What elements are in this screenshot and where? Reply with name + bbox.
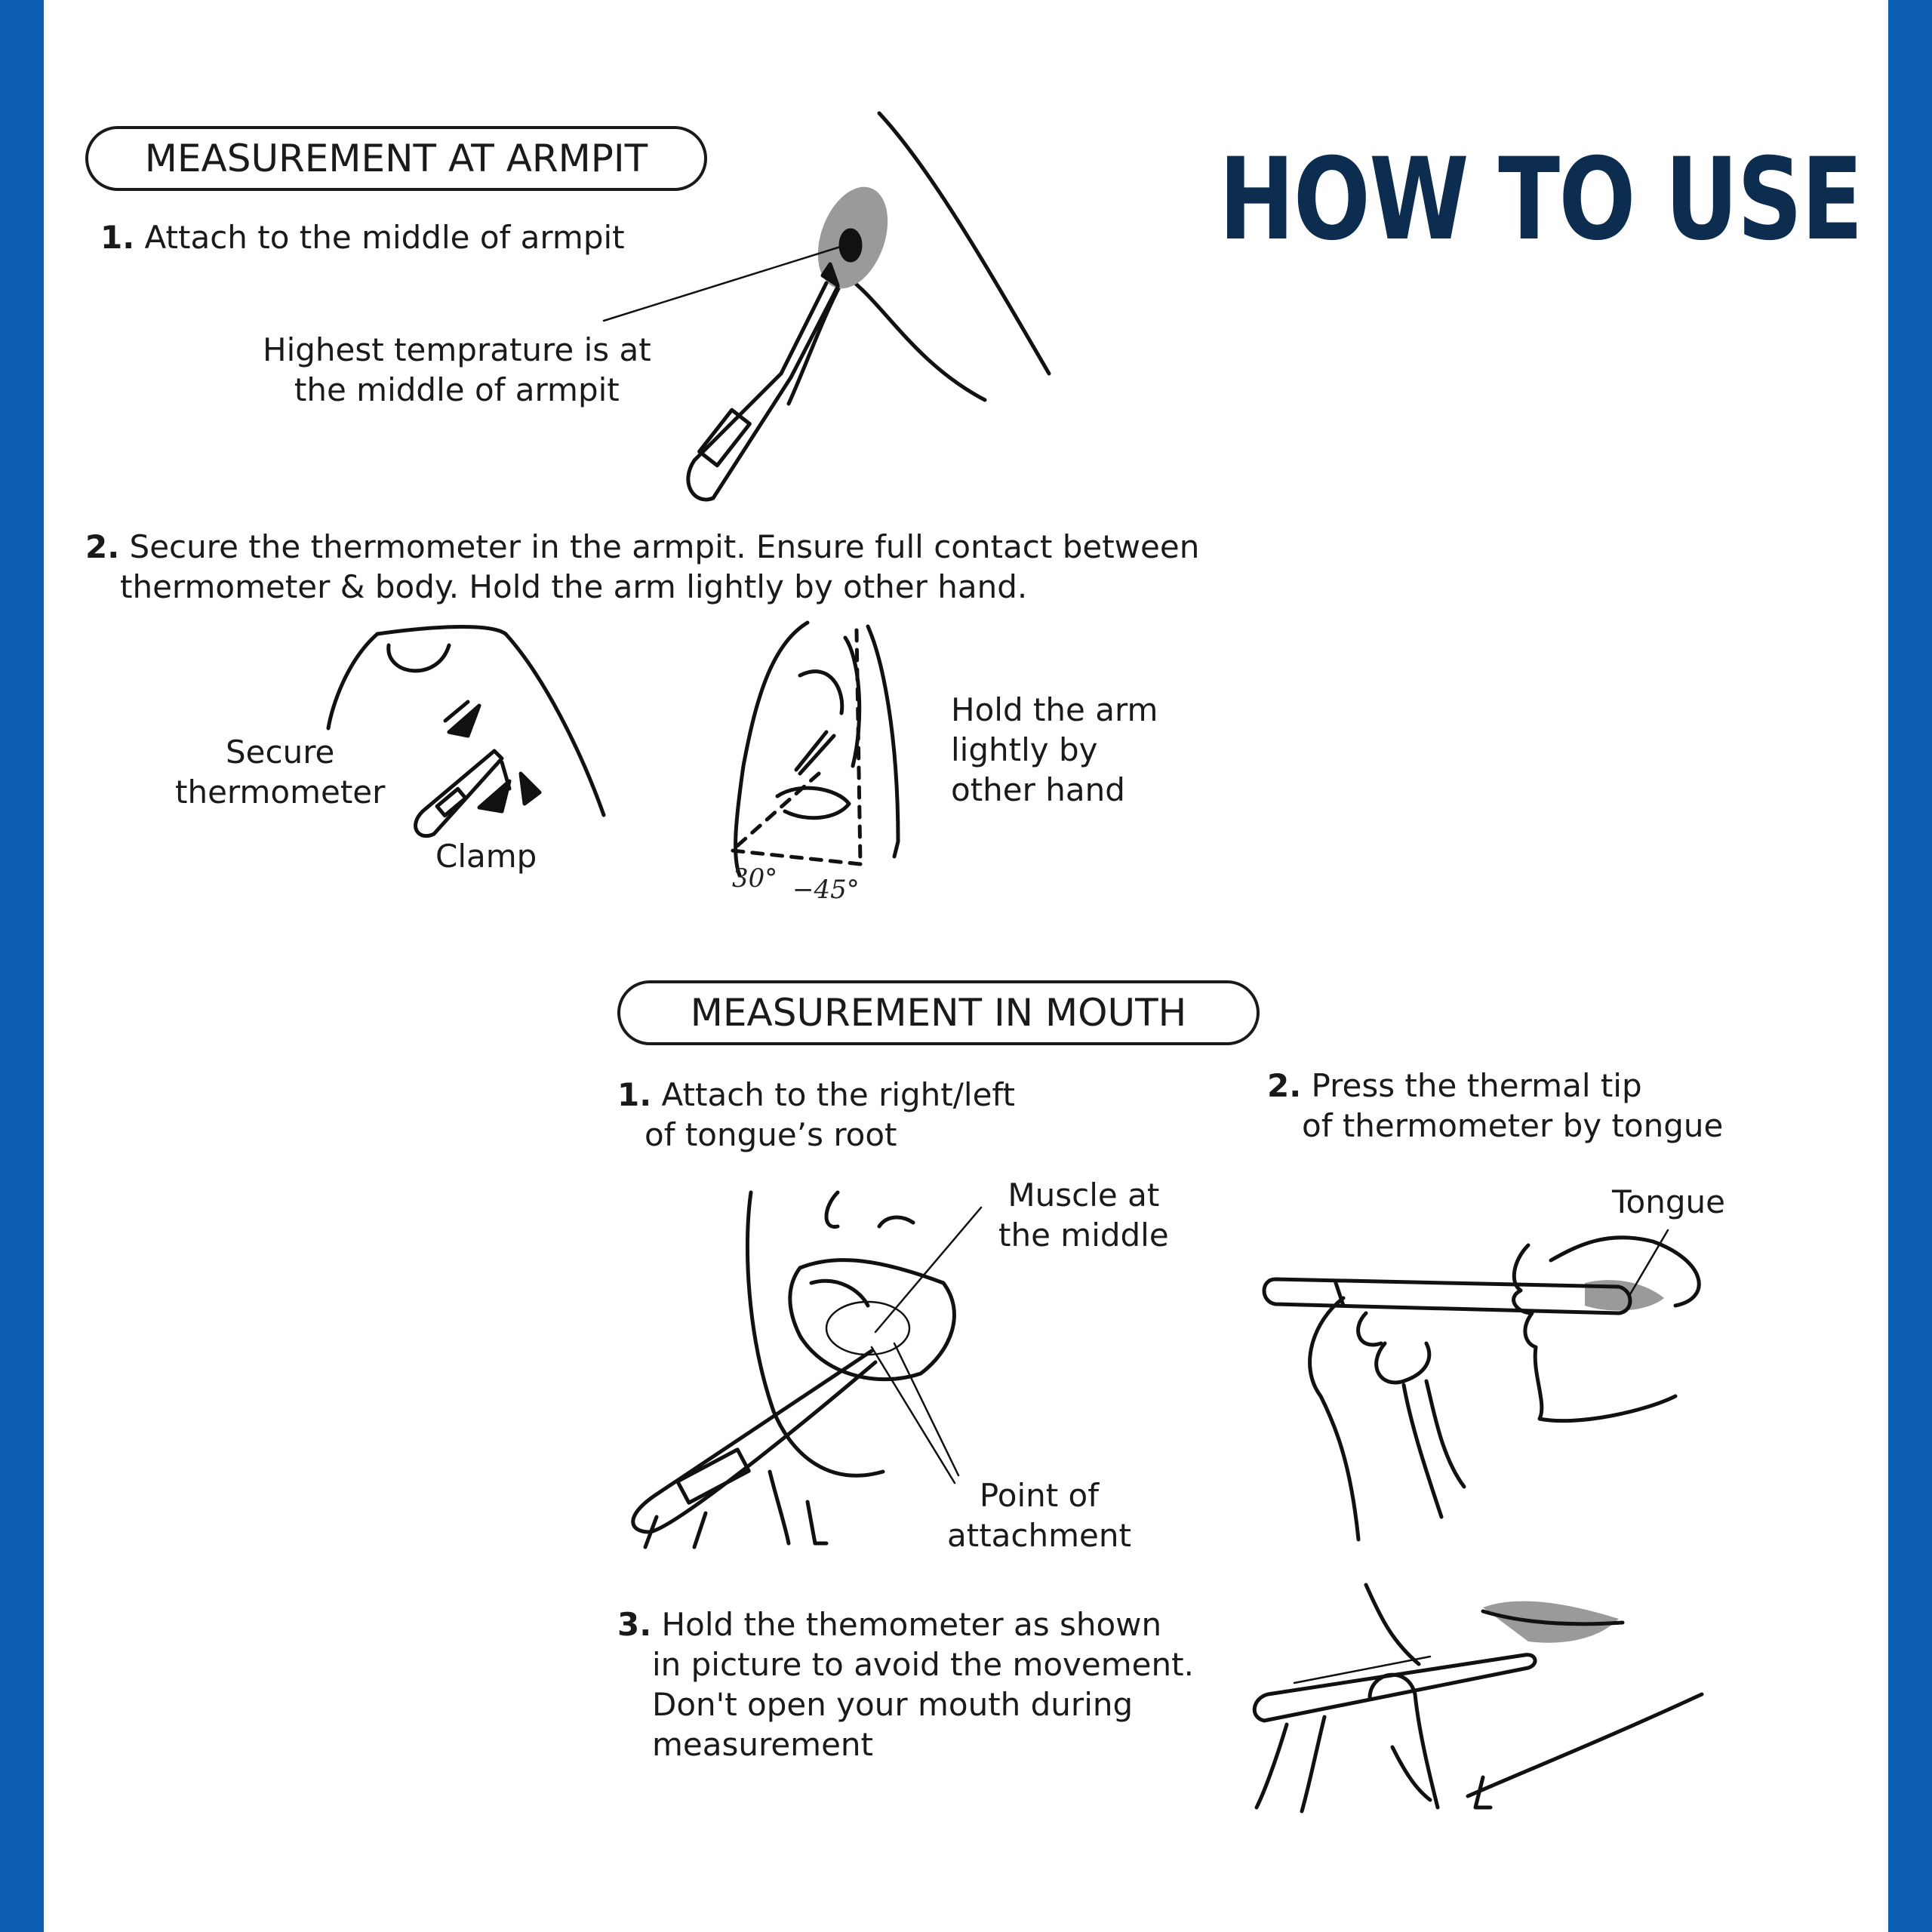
step-line-1: Attach to the right/left	[661, 1076, 1015, 1113]
left-sidebar-stripe	[0, 0, 44, 1932]
mouth-step-3	[617, 1604, 1194, 1764]
secure-thermometer-label	[175, 732, 385, 812]
mouth-section-title: MEASUREMENT IN MOUTH	[617, 980, 1260, 1045]
step-text: Attach to the middle of armpit	[144, 219, 625, 256]
step-number: 1.	[100, 219, 135, 256]
step-number: 2.	[1267, 1067, 1302, 1104]
point-of-attachment-label	[947, 1475, 1131, 1555]
angle-45-label: −45°	[792, 875, 860, 905]
hold-line-1: Hold the arm	[951, 691, 1158, 728]
callout-line-1: Highest temprature is at	[263, 331, 651, 368]
step-line-4: measurement	[652, 1726, 874, 1763]
muscle-line-1: Muscle at	[1008, 1177, 1160, 1214]
tongue-label: Tongue	[1612, 1183, 1725, 1220]
right-sidebar-stripe	[1888, 0, 1932, 1932]
point-line-1: Point of	[979, 1477, 1100, 1514]
step-line-2: of thermometer by tongue	[1302, 1107, 1724, 1144]
hold-line-2: lightly by	[951, 731, 1098, 768]
svg-text:30°	[732, 863, 777, 894]
muscle-label	[998, 1175, 1169, 1255]
step-line-1: Secure the thermometer in the armpit. Ensure full contact between	[129, 528, 1200, 565]
step-line-2: of tongue’s root	[645, 1116, 897, 1153]
highest-temp-callout	[263, 330, 651, 410]
step-line-1: Press the thermal tip	[1311, 1067, 1642, 1104]
step-line-1: Hold the themometer as shown	[661, 1606, 1162, 1643]
callout-line-2: the middle of armpit	[294, 371, 620, 408]
step-line-2: in picture to avoid the movement.	[652, 1646, 1194, 1683]
step-number: 1.	[617, 1076, 652, 1113]
hold-line-3: other hand	[951, 771, 1125, 808]
mouth-step-2	[1267, 1066, 1723, 1146]
armpit-step-1	[100, 217, 625, 257]
page-title: HOW TO USE	[1219, 134, 1863, 266]
armpit-section-title: MEASUREMENT AT ARMPIT	[85, 126, 707, 191]
point-line-2: attachment	[947, 1517, 1131, 1554]
step-line-3: Don't open your mouth during	[652, 1686, 1134, 1723]
step-number: 2.	[85, 528, 120, 565]
secure-line-1: Secure	[226, 734, 335, 771]
svg-text:−45°	[792, 875, 860, 905]
clamp-label: Clamp	[435, 838, 537, 875]
arm-angle-illustration	[709, 615, 936, 917]
armpit-close-up-illustration	[596, 106, 1064, 513]
step-line-2: thermometer & body. Hold the arm lightly by other hand.	[120, 568, 1028, 605]
hold-arm-label	[951, 690, 1158, 810]
mouth-step-1	[617, 1075, 1015, 1155]
armpit-step-2	[85, 527, 1199, 607]
open-mouth-illustration	[611, 1185, 1004, 1555]
tongue-side-view-illustration	[1253, 1215, 1736, 1547]
step-number: 3.	[617, 1606, 652, 1643]
muscle-line-2: the middle	[998, 1217, 1169, 1254]
closed-mouth-illustration	[1241, 1581, 1717, 1830]
secure-line-2: thermometer	[175, 774, 386, 811]
angle-30-label: 30°	[732, 863, 778, 894]
